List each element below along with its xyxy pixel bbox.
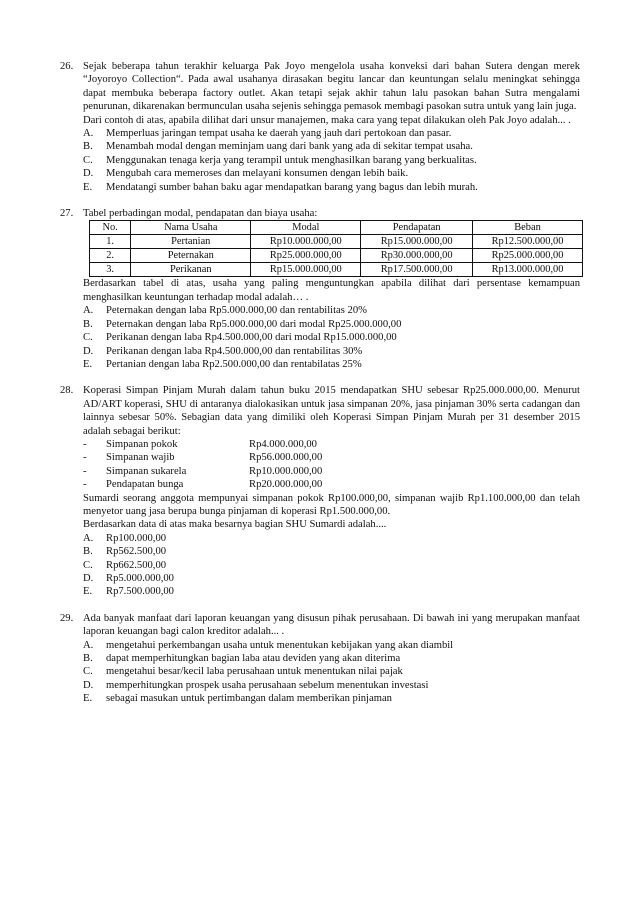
option-text: Menggunakan tenaga kerja yang terampil untuk menghasilkan barang yang berkualitas. (106, 154, 477, 166)
option-letter: D. (83, 573, 94, 584)
option-c[interactable] (83, 559, 580, 572)
question-27 (60, 207, 580, 371)
option-a[interactable] (83, 532, 580, 545)
exam-page (60, 60, 580, 719)
option-b[interactable] (83, 318, 580, 331)
option-text: mengetahui perkembangan usaha untuk menentukan kebijakan yang akan diambil (106, 639, 454, 651)
question-prompt: Dari contoh di atas, apabila dilihat dari unsur manajemen, maka cara yang tepat dilakukan oleh Pak Joyo adalah... . (83, 114, 571, 126)
cell-nama-usaha: Peternakan (131, 249, 251, 263)
option-letter: C. (83, 332, 93, 344)
question-prompt: Berdasarkan data di atas maka besarnya bagian SHU Sumardi adalah.... (83, 519, 387, 531)
option-d[interactable] (83, 167, 580, 180)
table-header-row (90, 221, 583, 235)
option-text: Peternakan dengan laba Rp5.000.000,00 dan rentabilitas 20% (106, 305, 367, 317)
cell-beban: Rp25.000.000,00 (473, 249, 583, 263)
option-letter: E. (83, 358, 93, 370)
cell-beban: Rp13.000.000,00 (473, 263, 583, 277)
cell-pendapatan: Rp17.500.000,00 (361, 263, 473, 277)
question-stem: Sejak beberapa tahun terakhir keluarga Pak Joyo mengelola usaha konveksi dari bahan Sutera dengan merek “Joyoroyo Collection“. Pada awal usahanya dirasakan begitu lancar dan keuntungan selalu meningkat sehingga dapat membuka beberapa factory outlet. Akan tetapi sejak akhir tahun lalu pasokan bahan Sutra mengalami penurunan, dikarenakan bermunculan usaha sejenis sehingga pemasok membagi pasokan sutra untuk yang lain juga. (83, 61, 580, 113)
header-pendapatan: Pendapatan (361, 221, 473, 235)
option-text: Rp662.500,00 (106, 559, 167, 571)
item-dash: - (83, 452, 87, 464)
option-text: Pertanian dengan laba Rp2.500.000,00 dan rentabilatas 25% (106, 358, 362, 370)
item-value: Rp10.000.000,00 (249, 465, 323, 477)
option-text: memperhitungkan prospek usaha perusahaan sebelum menentukan investasi (106, 679, 429, 691)
option-letter: A. (83, 305, 94, 317)
option-b[interactable] (83, 545, 580, 558)
cell-nama-usaha: Perikanan (131, 263, 251, 277)
option-text: Rp100.000,00 (106, 532, 167, 544)
option-e[interactable] (83, 358, 580, 371)
header-nama-usaha: Nama Usaha (131, 221, 251, 235)
question-stem: Koperasi Simpan Pinjam Murah dalam tahun buku 2015 mendapatkan SHU sebesar Rp25.000.000,00. Menurut AD/ART koperasi, SHU di antaranya dialokasikan untuk jasa simpanan 20%, jasa pinjaman 30% serta cadangan dan lainnya sebesar 50%. Sebagian data yang dimiliki oleh Koperasi Simpan Pinjam Murah per 31 desember 2015 adalah sebagai berikut: (83, 385, 580, 437)
item-value: Rp56.000.000,00 (249, 452, 323, 464)
question-29 (60, 612, 580, 706)
item-dash: - (83, 465, 87, 477)
cell-modal: Rp25.000.000,00 (251, 249, 361, 263)
question-prompt: Berdasarkan tabel di atas, usaha yang paling menguntungkan apabila dilihat dari persentase kemampuan menghasilkan keuntungan terhadap modal adalah… . (83, 278, 580, 303)
question-28 (60, 384, 580, 599)
option-a[interactable] (83, 639, 580, 652)
cell-pendapatan: Rp30.000.000,00 (361, 249, 473, 263)
item-name: Pendapatan bunga (106, 479, 184, 491)
item-name: Simpanan wajib (106, 452, 175, 464)
option-letter: B. (83, 141, 93, 153)
header-modal: Modal (251, 221, 361, 235)
cell-modal: Rp15.000.000,00 (251, 263, 361, 277)
option-d[interactable] (83, 572, 580, 585)
option-c[interactable] (83, 331, 580, 344)
option-letter: C. (83, 559, 93, 571)
option-a[interactable] (83, 304, 580, 317)
item-name: Simpanan pokok (106, 438, 178, 450)
question-number: 29. (60, 612, 74, 624)
option-letter: A. (83, 532, 94, 544)
option-text: Rp562.500,00 (106, 546, 167, 558)
option-letter: B. (83, 546, 93, 558)
option-a[interactable] (83, 127, 580, 140)
cell-modal: Rp10.000.000,00 (251, 235, 361, 249)
cell-pendapatan: Rp15.000.000,00 (361, 235, 473, 249)
question-26 (60, 60, 580, 194)
question-number: 26. (60, 61, 74, 72)
table-row (90, 235, 583, 249)
data-item (83, 438, 580, 451)
option-c[interactable] (83, 154, 580, 167)
option-letter: D. (83, 168, 94, 180)
option-e[interactable] (83, 692, 580, 705)
item-name: Simpanan sukarela (106, 465, 187, 477)
comparison-table (89, 220, 583, 277)
item-dash: - (83, 479, 87, 491)
question-stem: Ada banyak manfaat dari laporan keuangan yang disusun pihak perusahaan. Di bawah ini yang merupakan manfaat laporan keuangan bagi calon kreditor adalah... . (83, 612, 580, 638)
option-d[interactable] (83, 679, 580, 692)
question-note: Sumardi seorang anggota mempunyai simpanan pokok Rp100.000,00, simpanan wajib Rp1.100.000,00 dan telah menyetor uang jasa berupa bunga pinjaman di koperasi Rp1.500.000,00. (83, 492, 580, 517)
header-beban: Beban (473, 221, 583, 235)
cell-no: 3. (90, 263, 131, 277)
data-item (83, 465, 580, 478)
option-text: sebagai masukan untuk pertimbangan dalam memberikan pinjaman (106, 693, 392, 705)
table-row (90, 263, 583, 277)
option-letter: C. (83, 666, 93, 678)
option-text: Menambah modal dengan meminjam uang dari bank yang ada di sekitar tempat usaha. (106, 141, 473, 153)
table-intro: Tabel perbadingan modal, pendapatan dan biaya usaha: (83, 208, 318, 220)
option-c[interactable] (83, 665, 580, 678)
option-letter: D. (83, 345, 94, 357)
option-letter: E. (83, 586, 93, 598)
option-text: Rp7.500.000,00 (106, 586, 174, 598)
option-letter: A. (83, 639, 94, 651)
option-e[interactable] (83, 181, 580, 194)
cell-nama-usaha: Pertanian (131, 235, 251, 249)
option-letter: E. (83, 181, 93, 193)
option-b[interactable] (83, 140, 580, 153)
cell-no: 1. (90, 235, 131, 249)
option-letter: E. (83, 693, 93, 705)
data-item (83, 478, 580, 491)
option-text: mengetahui besar/kecil laba perusahaan untuk menentukan nilai pajak (106, 666, 403, 678)
option-text: Peternakan dengan laba Rp5.000.000,00 dari modal Rp25.000.000,00 (106, 318, 402, 330)
question-number: 28. (60, 385, 74, 397)
cell-no: 2. (90, 249, 131, 263)
option-text: Mengubah cara memeroses dan melayani konsumen dengan lebih baik. (106, 168, 409, 180)
cell-beban: Rp12.500.000,00 (473, 235, 583, 249)
option-text: dapat memperhitungkan bagian laba atau deviden yang akan diterima (106, 653, 401, 665)
item-dash: - (83, 438, 87, 450)
table-row (90, 249, 583, 263)
item-value: Rp20.000.000,00 (249, 479, 323, 491)
option-text: Mendatangi sumber bahan baku agar mendapatkan barang yang bagus dan lebih murah. (106, 181, 478, 193)
header-no: No. (90, 221, 131, 235)
option-text: Perikanan dengan laba Rp4.500.000,00 dan rentabilitas 30% (106, 345, 363, 357)
option-letter: A. (83, 128, 94, 140)
option-d[interactable] (83, 345, 580, 358)
option-text: Rp5.000.000,00 (106, 573, 174, 584)
option-text: Perikanan dengan laba Rp4.500.000,00 dari modal Rp15.000.000,00 (106, 332, 397, 344)
option-letter: C. (83, 154, 93, 166)
question-number: 27. (60, 208, 74, 220)
option-letter: B. (83, 318, 93, 330)
data-item (83, 451, 580, 464)
option-letter: B. (83, 653, 93, 665)
option-b[interactable] (83, 652, 580, 665)
option-text: Memperluas jaringan tempat usaha ke daerah yang jauh dari pertokoan dan pasar. (106, 128, 452, 140)
option-letter: D. (83, 679, 94, 691)
item-value: Rp4.000.000,00 (249, 438, 317, 450)
option-e[interactable] (83, 585, 580, 598)
